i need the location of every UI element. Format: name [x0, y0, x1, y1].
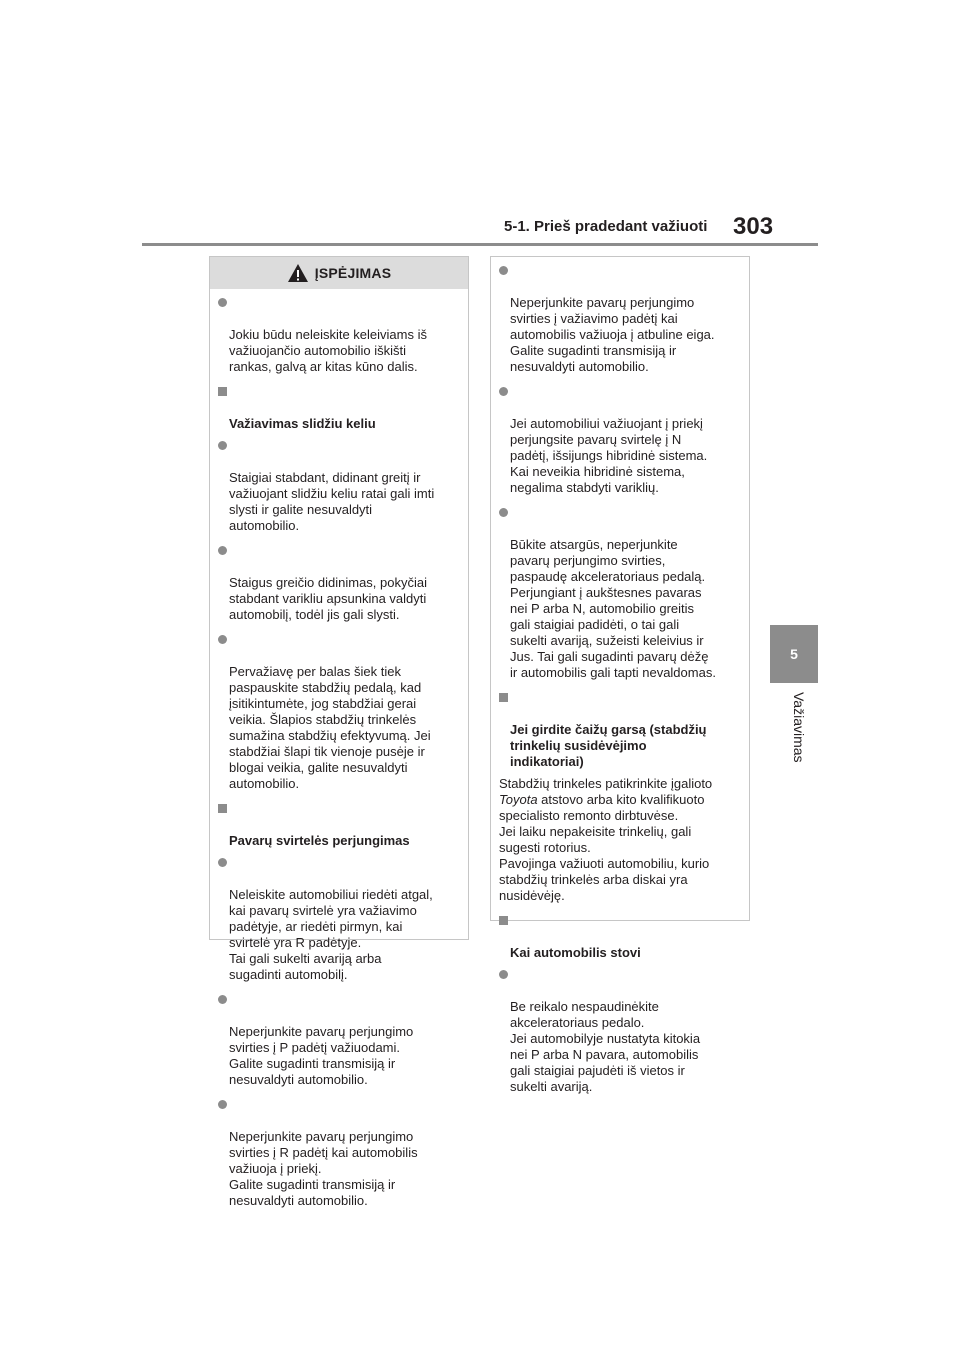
warning-box-left — [209, 256, 469, 1208]
list-item-text: Jokiu būdu neleiskite keleiviams iš važiuojančio automobilio iškišti rankas, galvą ar kitas kūno dalis. — [229, 327, 427, 374]
list-item-text: Neperjunkite pavarų perjungimo svirties į R padėtį kai automobilis važiuoja į priekį. Galite sugadinti transmisiją ir nesuvaldyti automobilio. — [229, 1129, 418, 1208]
warning-body-left — [210, 289, 468, 1209]
section-heading-text: Važiavimas slidžiu keliu — [229, 416, 376, 431]
list-item-text: Pervažiavę per balas šiek tiek paspauskite stabdžių pedalą, kad įsitikintumėte, jog stabdžiai gerai veikia. Šlapios stabdžių trinkelės sumažina stabdžių efektyvumą. Jei stabdžiai šlapi tik vienoje pusėje ir blogai veikia, galite nesuvaldyti automobilio. — [229, 664, 431, 791]
list-item-text: Neperjunkite pavarų perjungimo svirties į važiavimo padėtį kai automobilis važiuoja į atbuline eiga. Galite sugadinti transmisiją ir nesuvaldyti automobilio. — [510, 295, 715, 374]
warning-title: ĮSPĖJIMAS — [314, 265, 392, 281]
bullet-icon — [499, 508, 508, 517]
chapter-number: 5 — [790, 646, 798, 662]
bullet-icon — [218, 858, 227, 867]
section-heading-text: Pavarų svirtelės perjungimas — [229, 833, 410, 848]
warning-triangle-icon — [287, 263, 309, 283]
list-item-text: Neperjunkite pavarų perjungimo svirties į P padėtį važiuodami. Galite sugadinti transmisiją ir nesuvaldyti automobilio. — [229, 1024, 414, 1087]
list-item — [218, 1097, 460, 1209]
bullet-icon — [218, 995, 227, 1004]
bullet-icon — [499, 387, 508, 396]
section-title: 5-1. Prieš pradedant važiuoti — [504, 218, 708, 235]
warning-body-right — [491, 257, 749, 1095]
warning-box-right — [490, 256, 750, 1094]
list-item — [218, 438, 460, 534]
warning-header — [210, 257, 468, 289]
square-bullet-icon — [499, 916, 508, 925]
bullet-icon — [218, 1100, 227, 1109]
bullet-icon — [218, 546, 227, 555]
bullet-icon — [218, 441, 227, 450]
section-heading-text: Kai automobilis stovi — [510, 945, 641, 960]
list-item-text: Jei automobiliui važiuojant į priekį perjungsite pavarų svirtelę į N padėtį, išsijungs hibridinė sistema. Kai neveikia hibridinė sistema, negalima stabdyti variklių. — [510, 416, 708, 495]
list-item — [218, 632, 460, 792]
list-item-text: Be reikalo nespaudinėkite akceleratoriaus pedalo. Jei automobilyje nustatyta kitokia nei P arba N pavara, automobilis gali staigiai pajudėti iš vietos ir sukelti avariją. — [510, 999, 701, 1094]
section-heading — [218, 801, 460, 849]
list-item — [499, 263, 741, 375]
section-heading — [499, 690, 741, 770]
bullet-icon — [218, 635, 227, 644]
list-item — [218, 295, 460, 375]
section-heading-text: Jei girdite čaižų garsą (stabdžių trinkelių susidėvėjimo indikatoriai) — [510, 722, 707, 769]
square-bullet-icon — [218, 387, 227, 396]
page-number: 303 — [733, 213, 774, 240]
section-heading — [499, 913, 741, 961]
square-bullet-icon — [218, 804, 227, 813]
bullet-icon — [218, 298, 227, 307]
paragraph — [499, 776, 741, 904]
section-heading — [218, 384, 460, 432]
square-bullet-icon — [499, 693, 508, 702]
list-item — [499, 967, 741, 1095]
list-item-text: Staigiai stabdant, didinant greitį ir važiuojant slidžiu keliu ratai gali imti slysti ir galite nesuvaldyti automobilio. — [229, 470, 435, 533]
chapter-label: Važiavimas — [791, 692, 807, 763]
chapter-tab[interactable] — [770, 625, 818, 683]
paragraph-text: Stabdžių trinkeles patikrinkite įgalioto — [499, 776, 713, 791]
bullet-icon — [499, 970, 508, 979]
header-rule — [142, 243, 818, 246]
brand-name: Toyota — [499, 792, 538, 807]
list-item — [218, 543, 460, 623]
list-item — [218, 992, 460, 1088]
list-item-text: Staigus greičio didinimas, pokyčiai stabdant varikliu apsunkina valdyti automobilį, todėl jis gali slysti. — [229, 575, 427, 622]
list-item — [499, 505, 741, 681]
list-item-text: Būkite atsargūs, neperjunkite pavarų perjungimo svirties, paspaudę akceleratoriaus pedalą. Perjungiant į aukštesnes pavaras nei P arba N, automobilio greitis gali staigiai padidėti, o tai gali sukelti avariją, sužeisti keleivius ir Jus. Tai gali sugadinti pavarų dėžę ir automobilis gali tapti nevaldomas. — [510, 537, 716, 680]
paragraph-text: atstovo arba kito kvalifikuoto specialisto remonto dirbtuvėse. Jei laiku nepakeisite trinkelių, gali sugesti rotorius. Pavojinga važiuoti automobiliu, kurio stabdžių trinkelės arba diskai yra nusidėvėję. — [499, 792, 710, 903]
bullet-icon — [499, 266, 508, 275]
list-item — [499, 384, 741, 496]
list-item — [218, 855, 460, 983]
list-item-text: Neleiskite automobiliui riedėti atgal, kai pavarų svirtelė yra važiavimo padėtyje, ar riedėti pirmyn, kai svirtelė yra R padėtyje. Tai gali sukelti avariją arba sugadinti automobilį. — [229, 887, 433, 982]
